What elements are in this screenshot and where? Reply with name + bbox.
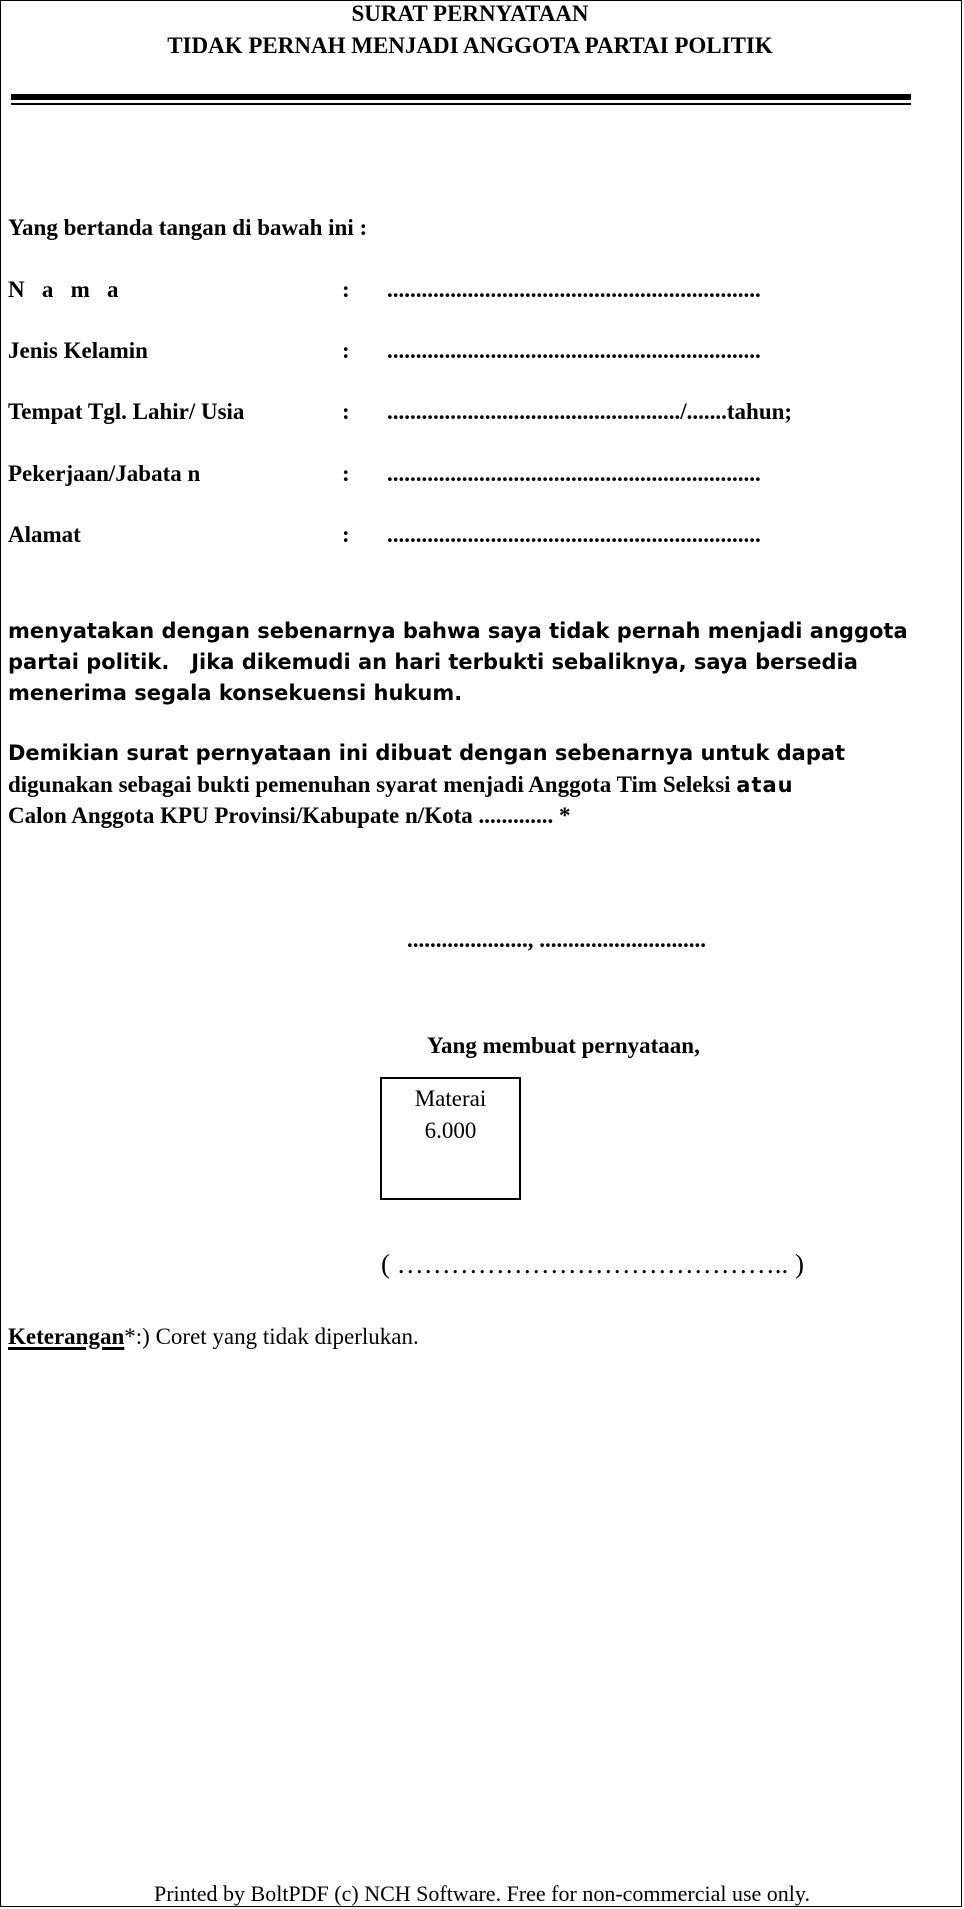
field-label-tempat-tgl-lahir: Tempat Tgl. Lahir/ Usia: [8, 399, 245, 424]
signer-label: Yang membuat pernyataan,: [427, 1033, 700, 1058]
field-label-nama: N a m a: [8, 277, 119, 302]
statement-line-2: partai politik. Jika dikemudi an hari terbukti sebaliknya, saya bersedia: [8, 650, 858, 674]
field-value-pekerjaan: .................................................................: [387, 461, 761, 486]
place-date-line: ....................., .............................: [407, 927, 706, 952]
statement-line-1: menyatakan dengan sebenarnya bahwa saya tidak pernah menjadi anggota: [8, 619, 908, 643]
header-rule-thin: [11, 103, 911, 105]
document-subtitle: TIDAK PERNAH MENJADI ANGGOTA PARTAI POLITIK: [167, 33, 773, 58]
intro-text: Yang bertanda tangan di bawah ini :: [8, 215, 368, 240]
closing-line-3: Calon Anggota KPU Provinsi/Kabupate n/Kota ............. *: [8, 803, 571, 828]
stamp-label: Materai: [414, 1086, 487, 1111]
closing-line-2: [8, 772, 794, 798]
closing-line-1: Demikian surat pernyataan ini dibuat dengan sebenarnya untuk dapat: [8, 741, 846, 765]
field-value-jenis-kelamin: .................................................................: [387, 338, 761, 363]
field-colon: :: [342, 277, 350, 302]
note: [8, 1324, 419, 1350]
field-value-alamat: .................................................................: [387, 522, 761, 547]
field-value-nama: .................................................................: [387, 277, 761, 302]
note-key: Keterangan: [8, 1324, 125, 1349]
field-value-tempat-tgl-lahir: .................................................../.......tahun;: [387, 399, 793, 424]
field-colon: :: [342, 461, 350, 486]
note-text: *:) Coret yang tidak diperlukan.: [124, 1324, 419, 1349]
print-footer: Printed by BoltPDF (c) NCH Software. Free for non-commercial use only.: [153, 1881, 810, 1906]
field-colon: :: [342, 522, 350, 547]
statement-line-3: menerima segala konsekuensi hukum.: [8, 681, 463, 705]
field-label-jenis-kelamin: Jenis Kelamin: [8, 338, 148, 363]
header-rule-thick: [11, 94, 911, 100]
stamp-box: [380, 1077, 521, 1200]
field-label-alamat: Alamat: [8, 522, 81, 547]
closing-line-2-text: digunakan sebagai bukti pemenuhan syarat menjadi Anggota Tim Seleksi: [8, 772, 737, 797]
stamp-value: 6.000: [424, 1118, 477, 1143]
field-colon: :: [342, 399, 350, 424]
field-colon: :: [342, 338, 350, 363]
document-title: SURAT PERNYATAAN: [351, 1, 589, 26]
signature-line: ( …………………………………….. ): [381, 1249, 804, 1279]
field-label-pekerjaan: Pekerjaan/Jabata n: [8, 461, 201, 486]
closing-atau: atau: [736, 773, 794, 797]
